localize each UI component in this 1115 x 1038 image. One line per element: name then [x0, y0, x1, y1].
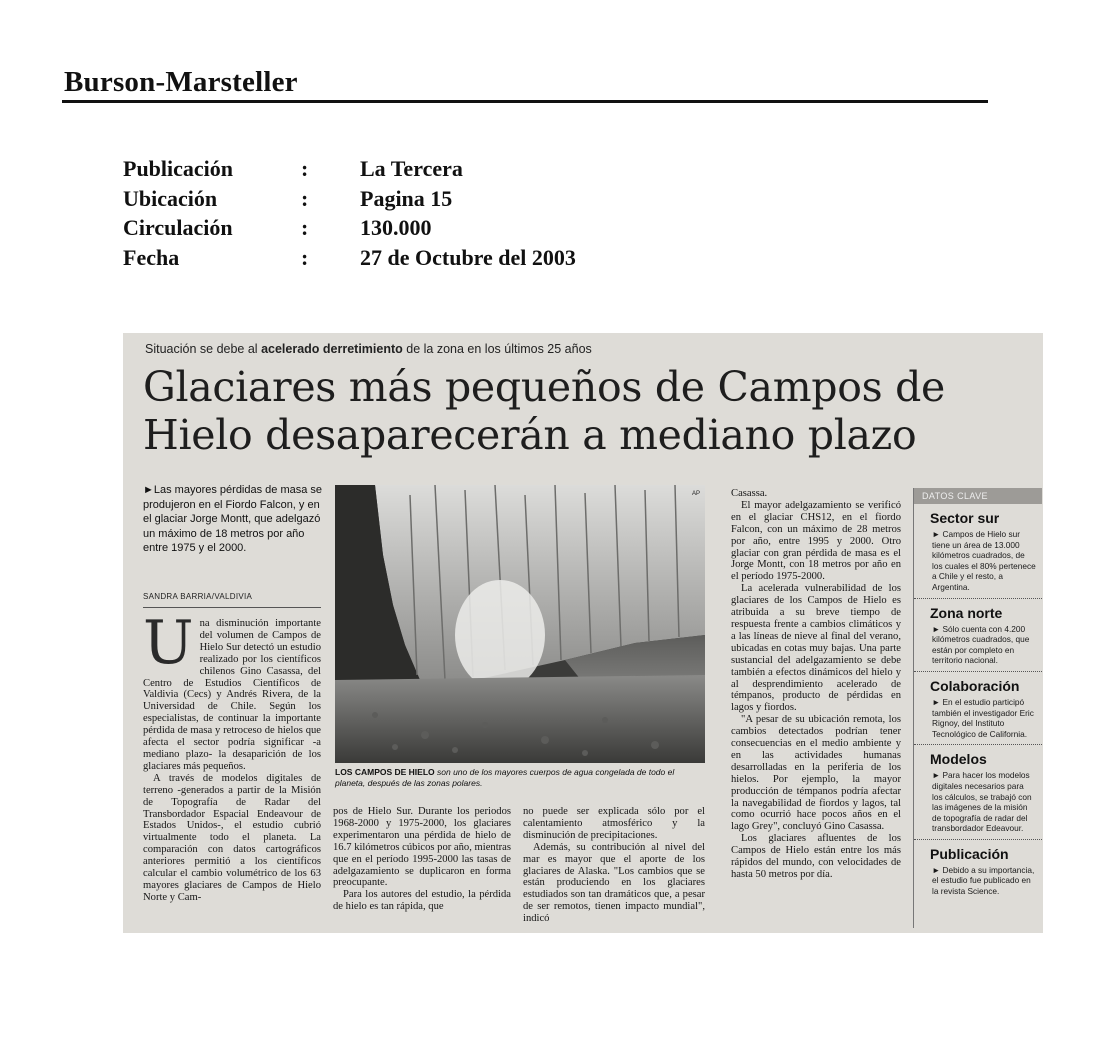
article-column-1 — [143, 608, 321, 904]
meta-label: Publicación — [123, 156, 234, 181]
sidebar-header: DATOS CLAVE — [914, 488, 1042, 504]
meta-separator: : — [301, 244, 309, 270]
meta-label: Circulación — [123, 215, 233, 240]
sidebar-item-text: ► Campos de Hielo sur tiene un área de 13.000 kilómetros cuadrados, de los cuales el 80% pertenece a Chile y el resto, a Argentina. — [932, 529, 1036, 592]
paragraph: La acelerada vulnerabilidad de los glaciares de los Campos de Hielo es atribuida a su breve tiempo de respuesta frente a cambios climáticos y a las líneas de nieve al final del verano, ubicadas en cotas muy bajas. Una parte sustancial del adelgazamiento se debe también a efectos dinámicos del hielo y al desprendimiento acelerado de témpanos, producto de pérdidas en lagos y fiordos. — [731, 583, 901, 714]
sidebar-item-publicacion — [914, 840, 1042, 902]
photo-caption — [335, 767, 705, 789]
kicker-text: de la zona en los últimos 25 años — [402, 342, 592, 356]
caption-bold-text: LOS CAMPOS DE HIELO — [335, 767, 435, 777]
article-column-4 — [731, 488, 901, 881]
sidebar-item-title: Publicación — [930, 845, 1009, 862]
article-lead: ►Las mayores pérdidas de masa se produjeron en el Fiordo Falcon, y en el glaciar Jorge Montt, que adelgazó un máximo de 18 metros por año entre 1975 y el 2000. — [143, 484, 323, 554]
meta-value: La Tercera — [360, 156, 463, 181]
article-kicker — [145, 342, 592, 356]
meta-value: Pagina 15 — [360, 185, 453, 211]
sidebar-item-text: ► Debido a su importancia, el estudio fue publicado en la revista Science. — [932, 864, 1035, 897]
meta-separator: : — [301, 185, 309, 211]
article-byline: SANDRA BARRIA/VALDIVIA — [143, 592, 253, 601]
sidebar-item-title: Colaboración — [930, 677, 1020, 694]
brand-name: Burson-Marsteller — [64, 66, 298, 98]
paragraph: na disminución importante del volumen de Campos de Hielo Sur detectó un estudio realizado por los científicos chilenos Gino Casassa, del Centro de Estudios Científicos de Valdivia (Cecs) y Andrés Rivera, de la Universidad de Chile. Según los especialistas, de continuar la importante pérdida de masa y retroceso de hielos que afecta el sector podría significar -a mediano plazo- la desaparición de los glaciares más pequeños. — [143, 618, 321, 772]
newspaper-clipping — [123, 333, 1043, 933]
paragraph: Además, su contribución al nivel del mar es mayor que el aporte de los glaciares de Alaska. "Los cambios que se están produciendo en los glaciares estudiados son tan dramáticos que, a pesar de ser remotos, tienen impacto mundial", indicó — [523, 841, 705, 925]
paragraph: El mayor adelgazamiento se verificó en el glaciar CHS12, en el fiordo Falcon, con un máximo de 28 metros por año, entre 1995 y 2000. Otro glaciar con gran pérdida de masa es el Jorge Montt, con 18 metros por año en el período 1975-2000. — [731, 499, 901, 583]
sidebar-item-title: Zona norte — [930, 604, 1003, 621]
paragraph: A través de modelos digitales de terreno -generados a partir de la Misión de Topografía de Radar del Transbordador Espacial Endeavour de Estados Unidos-, el estudio cubrió virtualmente todo el planeta. La comparación con datos cartográficos anteriores permitió a los científicos calcular el cambio volumétrico de los 63 mayores glaciares de Campos de Hielo Norte y Cam- — [143, 772, 321, 903]
meta-separator: : — [301, 215, 309, 240]
photo-credit: AP — [691, 491, 700, 497]
glacier-photo — [335, 485, 705, 763]
caption-text: son uno de los mayores cuerpos de agua congelada de todo el planeta, después de las zonas polares. — [335, 767, 675, 788]
article-column-3 — [523, 806, 705, 925]
sidebar-item-title: Modelos — [930, 751, 987, 768]
meta-value: 130.000 — [360, 215, 432, 240]
sidebar-item-colaboracion — [914, 672, 1042, 745]
kicker-text: Situación se debe al — [145, 342, 262, 356]
sidebar-item-sector-sur — [914, 504, 1042, 599]
header-rule — [62, 100, 988, 103]
glacier-photo-graphic — [335, 485, 705, 763]
drop-cap: U — [143, 608, 194, 678]
sidebar-item-title: Sector sur — [930, 510, 1000, 526]
sidebar-item-zona-norte — [914, 599, 1042, 672]
paragraph: Casassa. — [731, 488, 768, 499]
article-column-2 — [333, 806, 511, 913]
meta-label: Ubicación — [123, 185, 218, 211]
sidebar-item-modelos — [914, 745, 1042, 840]
key-facts-sidebar — [913, 488, 1042, 928]
meta-label: Fecha — [123, 244, 180, 270]
sidebar-item-text: ► En el estudio participó también el investigador Eric Rignoy, del Instituto Tecnológico de California. — [932, 696, 1034, 739]
meta-separator: : — [301, 156, 309, 181]
sidebar-item-text: ► Para hacer los modelos digitales necesarios para los cálculos, se trabajó con las imágenes de la misión de topografía de radar del transbordador Edeavour. — [932, 770, 1032, 834]
sidebar-item-text: ► Sólo cuenta con 4.200 kilómetros cuadrados, que están por completo en territorio nacional. — [932, 623, 1030, 666]
article-headline: Glaciares más pequeños de Campos de Hielo desaparecerán a mediano plazo — [143, 363, 945, 459]
paragraph: Para los autores del estudio, la pérdida de hielo es tan rápida, que — [333, 889, 511, 913]
paragraph: pos de Hielo Sur. Durante los periodos 1968-2000 y 1975-2000, los glaciares experimentaron una pérdida de hielo de 16.7 kilómetros cúbicos por año, mientras que en el período 1995-2000 las tasas de adelgazamiento se duplicaron en forma preocupante. — [333, 806, 511, 889]
kicker-bold-text: acelerado derretimiento — [261, 342, 403, 356]
meta-value: 27 de Octubre del 2003 — [360, 244, 576, 270]
paragraph: "A pesar de su ubicación remota, los cambios detectados podrían tener consecuencias en el medio ambiente y en las actividades humanas desarrolladas en la periferia de los hielos. Por ejemplo, la mayor producción de témpanos podría afectar la navegabilidad de fiordos y lagos, tal como ocurrió hace pocos años en el lago Grey", concluyó Gino Casassa. — [731, 714, 901, 833]
paragraph: Los glaciares afluentes de los Campos de Hielo están entre los más rápidos del mundo, con velocidades de hasta 50 metros por día. — [731, 833, 901, 880]
paragraph: no puede ser explicada sólo por el calentamiento atmosférico y la disminución de precipitaciones. — [523, 806, 705, 841]
